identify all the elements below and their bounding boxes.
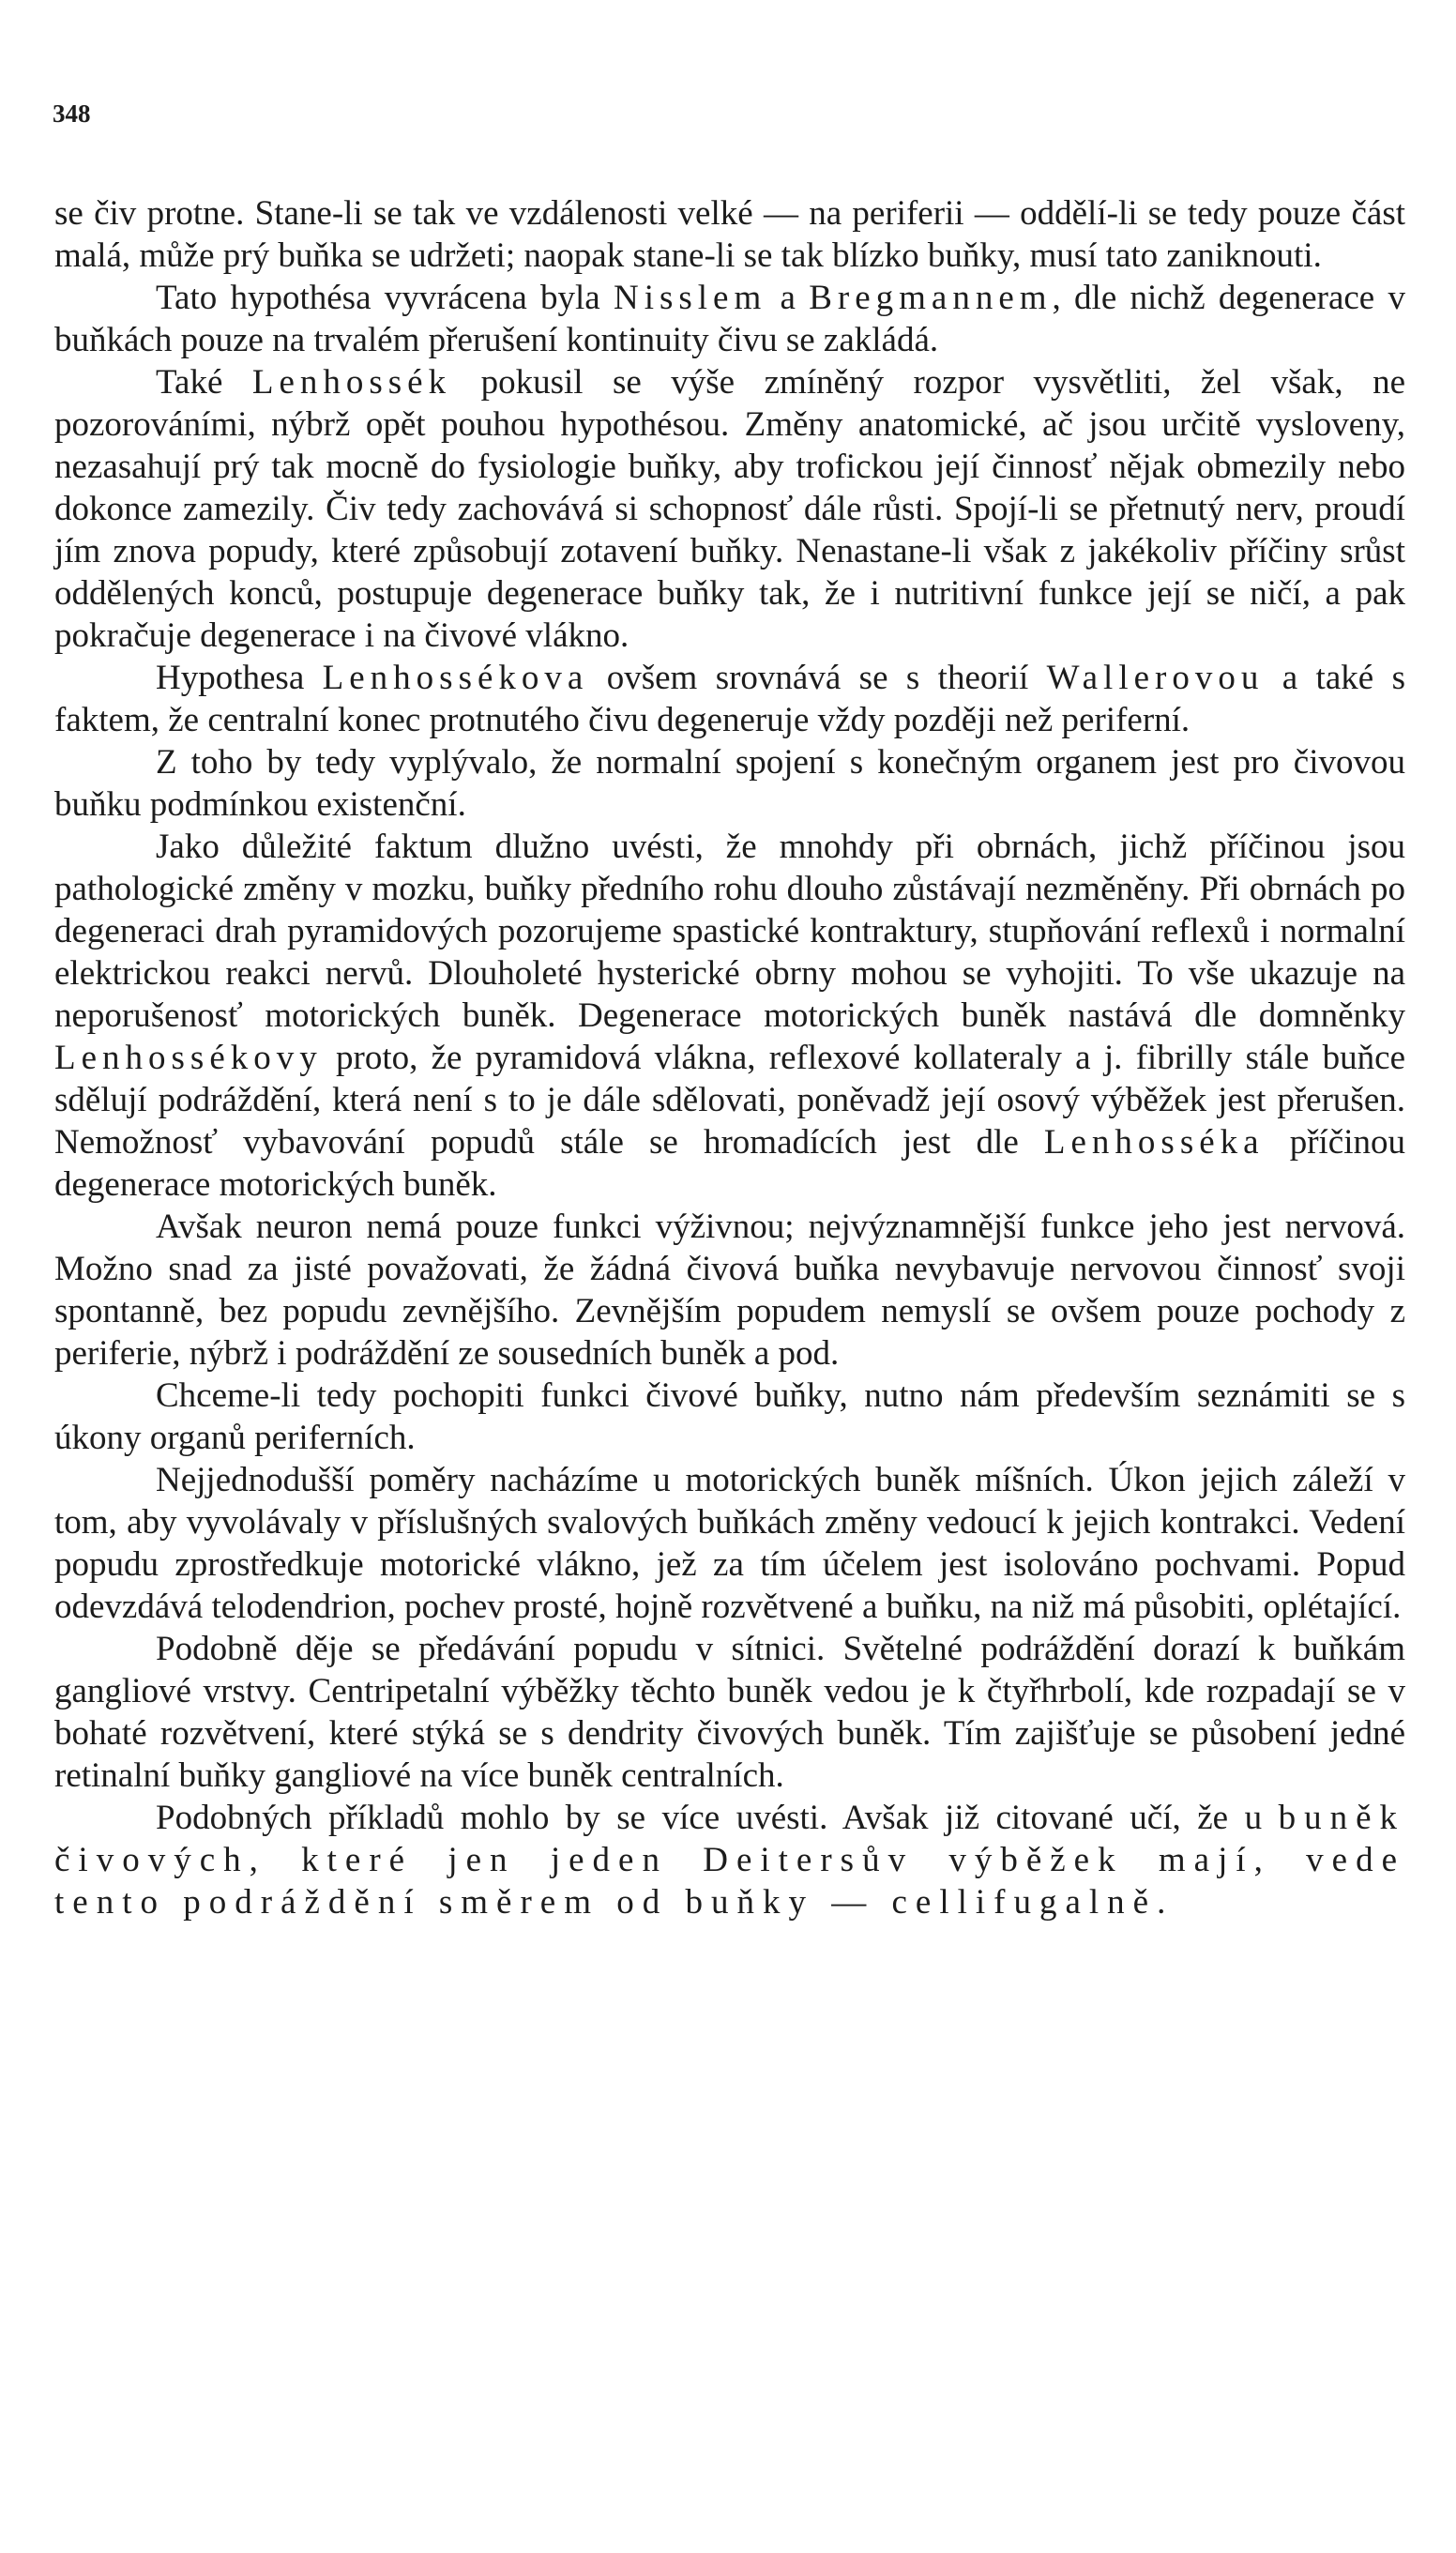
paragraph [54, 1375, 1405, 1459]
page-number: 348 [53, 99, 91, 128]
spaced-emphasis: Nisslem [613, 279, 767, 317]
body-text [54, 192, 1405, 1923]
text-run: Podobných příkladů mohlo by se více uvésti. Avšak již citované učí, že u [156, 1799, 1279, 1837]
text-run: Avšak neuron nemá pouze funkci výživnou; nejvýznamnější funkce jeho jest nervová. Možno snad za jisté považovati, že žádná čivová buňka nevybavuje nervovou činnosť svoji spontanně, bez popudu zevnějšího. Zevnějším popudem nemyslí se ovšem pouze pochody z periferie, nýbrž i podráždění ze sousedních buněk a pod. [54, 1208, 1405, 1373]
text-run: a také s faktem, že centralní konec protnutého čivu degeneruje vždy později než periferní. [54, 659, 1405, 739]
paragraph [54, 1206, 1405, 1375]
text-run: příčinou degenerace motorických buněk. [54, 1123, 1405, 1204]
text-run: Z toho by tedy vyplývalo, že normalní spojení s konečným organem jest pro čivovou buňku podmínkou existenční. [54, 743, 1405, 824]
text-run: se čiv protne. Stane-li se tak ve vzdálenosti velké — na periferii — oddělí-li se tedy pouze část malá, může prý buňka se udržeti; naopak stane-li se tak blízko buňky, musí tato zaniknouti. [54, 194, 1405, 275]
paragraph [54, 277, 1405, 361]
text-run: proto, že pyramidová vlákna, reflexové kollateraly a j. fibrilly stále buňce sdělují podráždění, která není s to je dále sdělovati, poněvadž její osový výběžek jest přerušen. Nemožnosť vybavování popudů stále se hromadících jest dle [54, 1039, 1405, 1162]
text-run: Jako důležité faktum dlužno uvésti, že mnohdy při obrnách, jichž příčinou jsou pathologické změny v mozku, buňky předního rohu dlouho zůstávají nezměněny. Při obrnách po degeneraci drah pyramidových pozorujeme spastické kontraktury, stupňování reflexů i normalní elektrickou reakci nervů. Dlouholeté hysterické obrny mohou se vyhojiti. To vše ukazuje na neporušenosť motorických buněk. Degenerace motorických buněk nastává dle domněnky [54, 828, 1405, 1035]
text-run: Podobně děje se předávání popudu v sítnici. Světelné podráždění dorazí k buňkám gangliové vrstvy. Centripetalní výběžky těchto buněk vedou je k čtyřhrbolí, kde rozpadají se v bohaté rozvětvení, které stýká se s dendrity čivových buněk. Tím zajišťuje se působení jedné retinalní buňky gangliové na více buněk centralních. [54, 1630, 1405, 1795]
paragraph [54, 657, 1405, 741]
spaced-emphasis: Lenhossékovy [54, 1039, 323, 1077]
text-run: pokusil se výše zmíněný rozpor vysvětliti, žel však, ne pozorováními, nýbrž opět pouhou hypothésou. Změny anatomické, ač jsou určitě vysloveny, nezasahují prý tak mocně do fysiologie buňky, aby trofickou její činnosť nějak obmezily nebo dokonce zamezily. Čiv tedy zachovává si schopnosť dále růsti. Spojí-li se přetnutý nerv, proudí jím znova popudy, které způsobují zotavení buňky. Nenastane-li však z jakékoliv příčiny srůst oddělených konců, postupuje degenerace buňky tak, že i nutritivní funkce její se ničí, a pak pokračuje degenerace i na čivové vlákno. [54, 363, 1405, 655]
spaced-emphasis: Lenhossékova [322, 659, 589, 697]
spaced-emphasis: Lenhosséka [1043, 1123, 1265, 1162]
paragraph [54, 1459, 1405, 1628]
paragraph [54, 361, 1405, 657]
text-run: Hypothesa [156, 659, 323, 697]
spaced-emphasis: Wallerovou [1046, 659, 1265, 697]
spaced-emphasis: Lenhossék [251, 363, 452, 402]
text-run: Také [156, 363, 252, 402]
paragraph [54, 192, 1405, 277]
text-run: Tato hypothésa vyvrácena byla [156, 279, 614, 317]
spaced-emphasis: Bregmannem [809, 279, 1053, 317]
paragraph [54, 1628, 1405, 1797]
text-run: Nejjednodušší poměry nacházíme u motorických buněk míšních. Úkon jejich záleží v tom, aby vyvolávaly v příslušných svalových buňkách změny vedoucí k jejich kontrakci. Vedení popudu zprostředkuje motorické vlákno, jež za tím účelem jest isolováno pochvami. Popud odevzdává telodendrion, pochev prosté, hojně rozvětvené a buňku, na niž má působiti, oplétající. [54, 1461, 1405, 1626]
text-run: a [766, 279, 810, 317]
paragraph [54, 826, 1405, 1206]
paragraph [54, 1797, 1405, 1923]
text-run: Chceme-li tedy pochopiti funkci čivové buňky, nutno nám především seznámiti se s úkony organů periferních. [54, 1376, 1405, 1457]
text-run: ovšem srovnává se s theorií [588, 659, 1047, 697]
text-run: , dle nichž degenerace v buňkách pouze na trvalém přerušení kontinuity čivu se zakládá. [54, 279, 1405, 359]
paragraph [54, 741, 1405, 826]
spaced-emphasis: buněk čivových, které jen jeden Deitersův výběžek mají, vede tento podráždění směrem od buňky — cellifugalně. [54, 1799, 1405, 1922]
